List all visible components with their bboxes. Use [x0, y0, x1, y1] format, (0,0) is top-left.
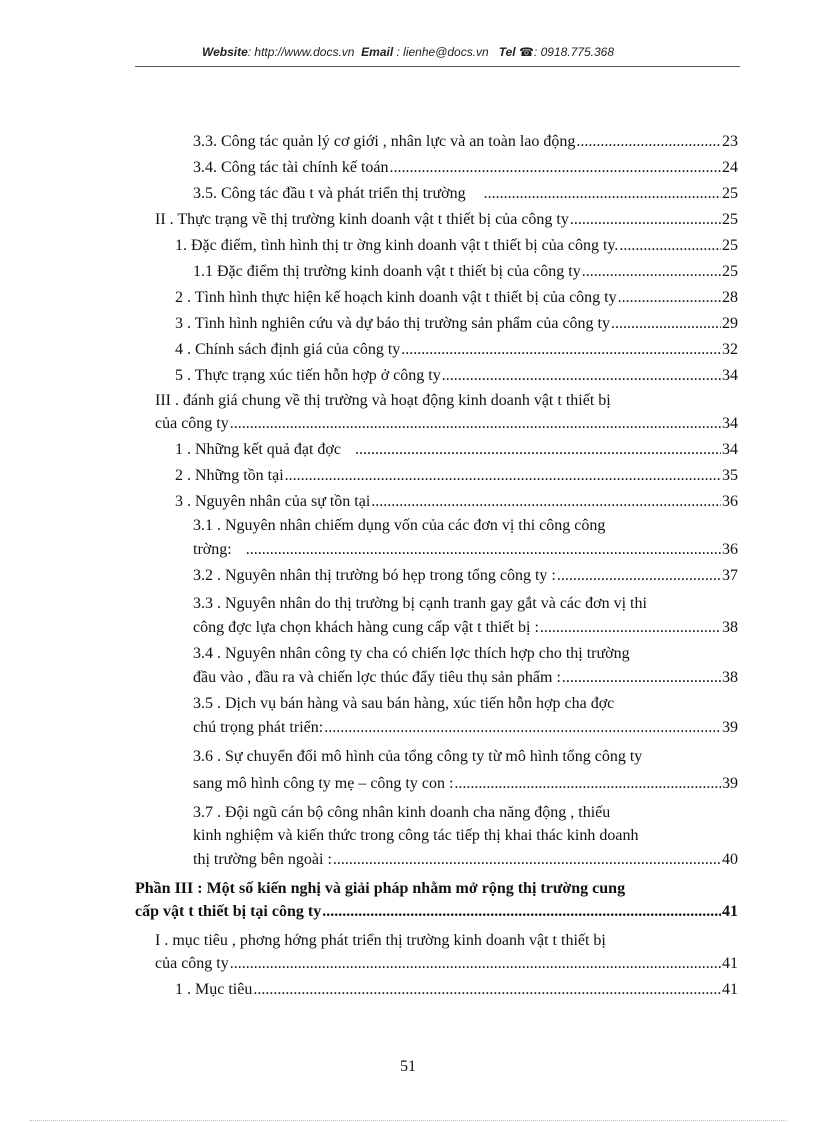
toc-entry-title: 4 . Chính sách định giá của công ty [175, 341, 401, 358]
toc-entry-page: 41 [722, 981, 738, 998]
footer-divider [30, 1120, 786, 1121]
toc-dot-leader [611, 314, 721, 334]
toc-entry[interactable] [193, 180, 738, 204]
toc-entry-page: 41 [722, 955, 738, 972]
toc-entry-title: II . Thực trạng về thị trường kinh doanh vật t thiết bị của công ty [155, 211, 569, 228]
toc-entry-title: sang mô hình công ty mẹ – công ty con : [193, 775, 454, 792]
toc-dot-leader [576, 132, 721, 152]
toc-entry-title[interactable]: 3.7 . Đội ngũ cán bộ công nhân kinh doanh cha năng động , thiếu [193, 804, 611, 821]
toc-entry-title: chú trọng phát triển: [193, 719, 324, 736]
toc-entry[interactable] [155, 950, 738, 974]
toc-entry-page: 39 [722, 719, 738, 736]
toc-dot-leader [355, 440, 721, 460]
toc-entry[interactable] [175, 362, 738, 386]
toc-entry-title[interactable]: 3.1 . Nguyên nhân chiếm dụng vốn của các đơn vị thi công công [193, 517, 606, 534]
toc-entry-page: 34 [722, 367, 738, 384]
toc-entry-title: 3.5. Công tác đầu t và phát triển thị trường [193, 185, 466, 202]
toc-entry-title: của công ty [155, 955, 229, 972]
toc-entry-page: 24 [722, 159, 738, 176]
toc-entry-title[interactable]: 3.4 . Nguyên nhân công ty cha có chiến lợc thích hợp cho thị trường [193, 645, 630, 662]
toc-entry-title[interactable]: I . mục tiêu , phơng hớng phát triển thị trường kinh doanh vật t thiết bị [155, 932, 606, 949]
toc-entry[interactable] [193, 536, 738, 560]
toc-entry-page: 34 [722, 441, 738, 458]
page-number: 51 [400, 1058, 416, 1075]
toc-entry[interactable] [193, 664, 738, 688]
tel-label: Tel [498, 45, 516, 59]
toc-entry-title[interactable]: 3.3 . Nguyên nhân do thị trường bị cạnh tranh gay gắt và các đơn vị thi [193, 595, 647, 612]
toc-entry-title: đầu vào , đầu ra và chiến lợc thúc đẩy tiêu thụ sản phẩm : [193, 669, 561, 686]
toc-entry-title[interactable]: 3.6 . Sự chuyển đổi mô hình của tổng công ty từ mô hình tổng công ty [193, 748, 643, 765]
toc-entry-page: 25 [722, 185, 738, 202]
email-value[interactable]: : lienhe@docs.vn [393, 45, 489, 59]
toc-entry-title[interactable]: kinh nghiệm và kiến thức trong công tác tiếp thị khai thác kinh doanh [193, 827, 639, 844]
toc-entry-title[interactable]: 3.5 . Dịch vụ bán hàng và sau bán hàng, xúc tiến hỗn hợp cha đợc [193, 695, 615, 712]
toc-entry-page: 32 [722, 341, 738, 358]
toc-entry-page: 40 [722, 851, 738, 868]
toc-entry[interactable] [175, 462, 738, 486]
toc-entry-title: trờng: [193, 541, 232, 558]
toc-dot-leader [285, 466, 721, 486]
toc-entry[interactable] [193, 562, 738, 586]
toc-dot-leader [390, 158, 721, 178]
toc-dot-leader [401, 340, 721, 360]
phone-icon: ☎ [519, 45, 534, 59]
toc-entry-page: 25 [722, 237, 738, 254]
toc-entry-title: cấp vật t thiết bị tại công ty [135, 903, 322, 920]
toc-dot-leader [230, 954, 721, 974]
toc-dot-leader [333, 850, 721, 870]
toc-entry-page: 36 [722, 493, 738, 510]
toc-entry-page: 37 [722, 567, 738, 584]
toc-dot-leader [324, 718, 721, 738]
toc-entry-page: 39 [722, 775, 738, 792]
email-label: Email [361, 45, 394, 59]
toc-dot-leader [442, 366, 721, 386]
toc-entry[interactable] [175, 232, 738, 256]
toc-entry-title: 3.2 . Nguyên nhân thị trường bó hẹp trong tổng công ty : [193, 567, 556, 584]
toc-dot-leader [618, 288, 721, 308]
toc-entry-title: thị trường bên ngoài : [193, 851, 332, 868]
toc-dot-leader [619, 236, 721, 256]
toc-entry[interactable] [193, 846, 738, 870]
toc-entry[interactable] [155, 206, 738, 230]
toc-entry-title: 1.1 Đặc điểm thị trường kinh doanh vật t thiết bị của công ty [193, 263, 581, 280]
toc-dot-leader [371, 492, 721, 512]
toc-entry-page: 29 [722, 315, 738, 332]
toc-dot-leader [582, 262, 721, 282]
toc-dot-leader [570, 210, 721, 230]
toc-entry[interactable] [193, 770, 738, 794]
toc-entry[interactable] [193, 258, 738, 282]
toc-entry-page: 25 [722, 211, 738, 228]
toc-entry-title: của công ty [155, 415, 229, 432]
toc-entry[interactable] [175, 976, 738, 1000]
toc-dot-leader [557, 566, 721, 586]
toc-entry-page: 35 [722, 467, 738, 484]
toc-entry-page: 38 [722, 669, 738, 686]
toc-entry-title: 3.4. Công tác tài chính kế toán [193, 159, 389, 176]
toc-entry-title: 1. Đặc điểm, tình hình thị tr ờng kinh doanh vật t thiết bị của công ty. [175, 237, 619, 254]
toc-entry[interactable] [193, 714, 738, 738]
toc-dot-leader [484, 184, 721, 204]
tel-value: : 0918.775.368 [533, 45, 615, 59]
toc-entry-title: 3 . Nguyên nhân của sự tồn tại [175, 493, 371, 510]
toc-entry[interactable] [193, 128, 738, 152]
toc-entry[interactable] [175, 284, 738, 308]
toc-entry-page: 41 [722, 903, 738, 920]
toc-dot-leader [454, 774, 721, 794]
toc-entry-title: 1 . Mục tiêu [175, 981, 253, 998]
toc-entry-title: 5 . Thực trạng xúc tiến hỗn hợp ở công ty [175, 367, 441, 384]
toc-entry[interactable] [193, 614, 738, 638]
toc-entry-title: 2 . Tình hình thực hiện kế hoạch kinh doanh vật t thiết bị của công ty [175, 289, 617, 306]
toc-entry-page: 28 [722, 289, 738, 306]
toc-entry-title: 1 . Những kết quả đạt đợc [175, 441, 341, 458]
toc-entry-title[interactable]: III . đánh giá chung về thị trường và hoạt động kinh doanh vật t thiết bị [155, 392, 611, 409]
toc-entry[interactable] [175, 310, 738, 334]
toc-dot-leader [322, 902, 721, 922]
website-label: Website [201, 45, 248, 59]
toc-dot-leader [540, 618, 721, 638]
toc-entry-page: 36 [722, 541, 738, 558]
toc-entry-page: 23 [722, 133, 738, 150]
toc-entry-title: công đợc lựa chọn khách hàng cung cấp vật t thiết bị : [193, 619, 539, 636]
toc-entry[interactable] [175, 336, 738, 360]
toc-entry-title[interactable]: Phần III : Một số kiến nghị và giải pháp nhằm mở rộng thị trường cung [135, 880, 626, 897]
toc-dot-leader [562, 668, 721, 688]
toc-entry[interactable] [135, 898, 738, 922]
toc-entry-title: 2 . Những tồn tại [175, 467, 284, 484]
toc-dot-leader [253, 980, 721, 1000]
toc-entry[interactable] [155, 410, 738, 434]
toc-entry-page: 38 [722, 619, 738, 636]
toc-entry-title: 3 . Tình hình nghiên cứu và dự báo thị trường sản phẩm của công ty [175, 315, 610, 332]
toc-dot-leader [246, 540, 721, 560]
toc-dot-leader [230, 414, 721, 434]
website-value[interactable]: : http://www.docs.vn [247, 45, 355, 59]
toc-entry[interactable] [193, 154, 738, 178]
toc-entry-title: 3.3. Công tác quản lý cơ giới , nhân lực và an toàn lao động [193, 133, 576, 150]
toc-entry-page: 34 [722, 415, 738, 432]
toc-entry-page: 25 [722, 263, 738, 280]
toc-entry[interactable] [175, 488, 738, 512]
toc-entry[interactable] [175, 436, 738, 460]
